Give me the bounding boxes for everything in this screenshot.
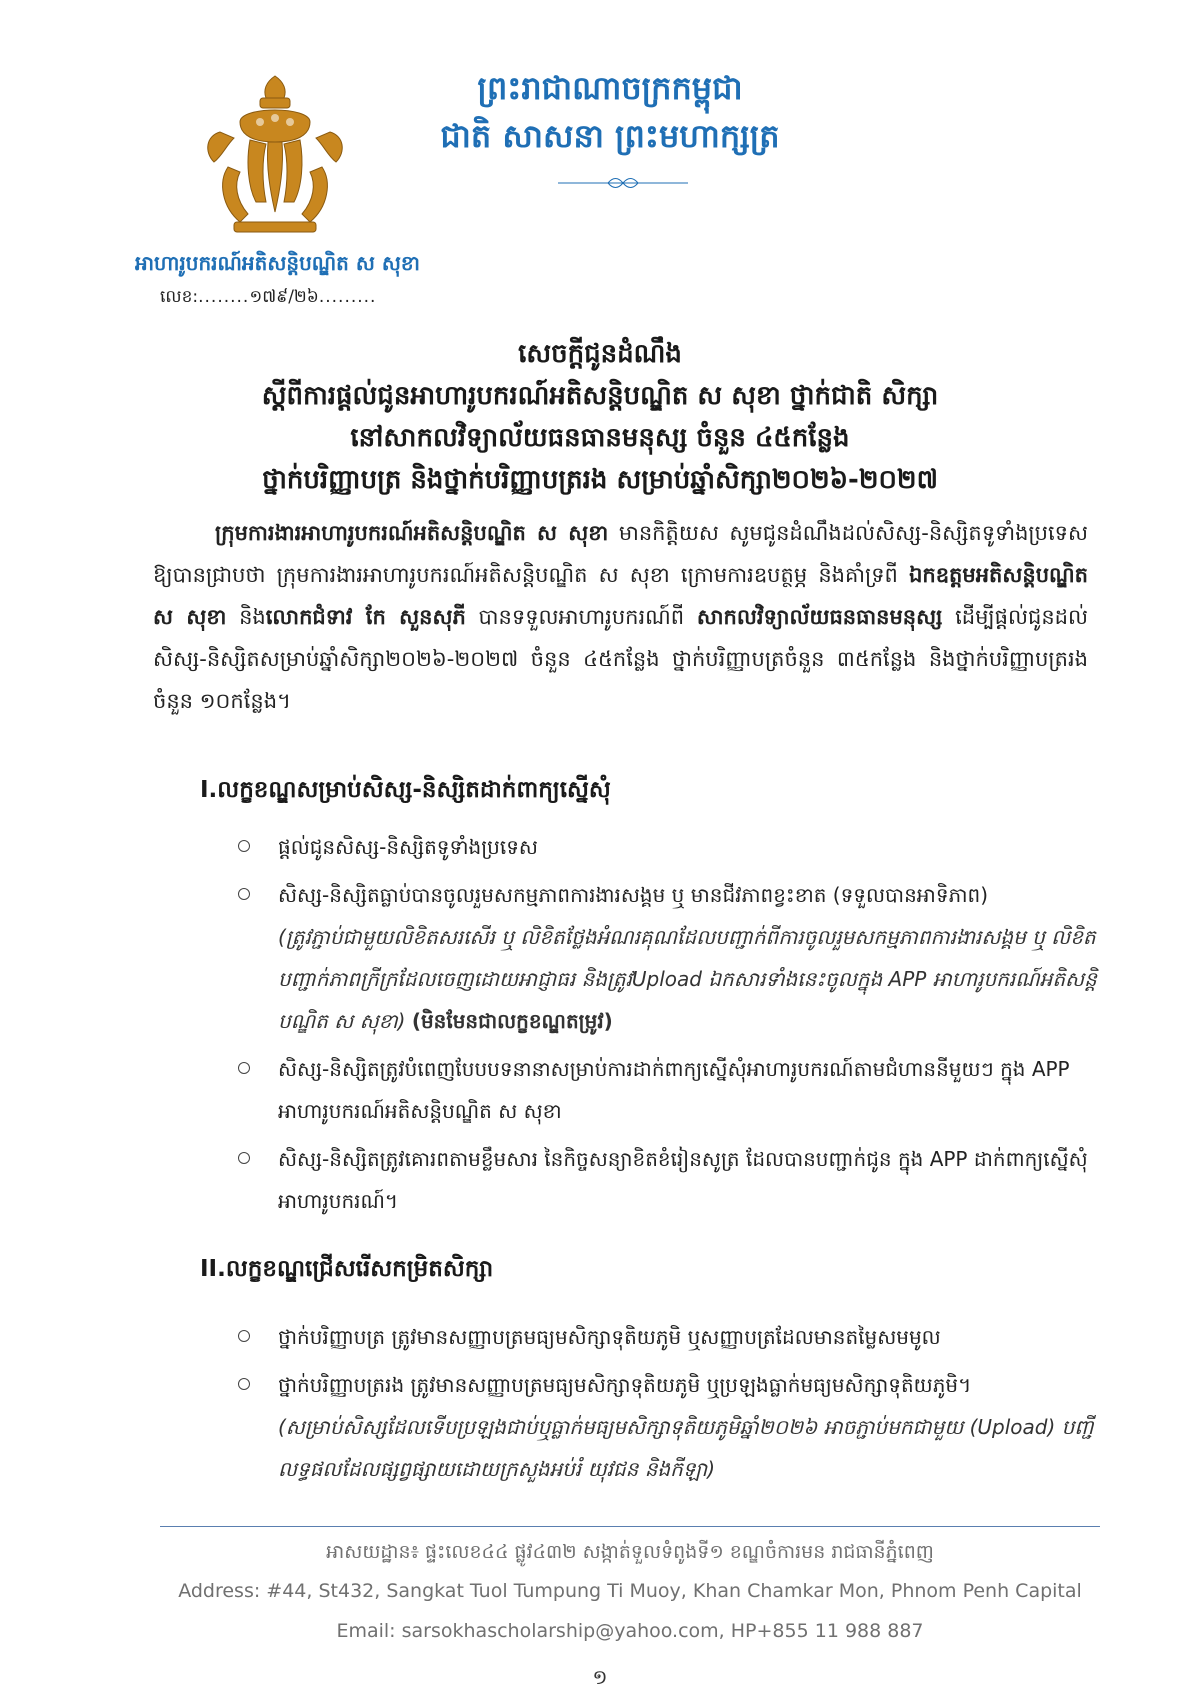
intro-text-3: បានទទួលអាហារូបករណ៍ពី [465,605,697,629]
section-1-list [238,826,1098,1228]
title-line-4: ថ្នាក់បរិញ្ញាបត្រ និងថ្នាក់បរិញ្ញាបត្ររង សម្រាប់ឆ្នាំសិក្សា២០២៦-២០២៧ [262,465,938,495]
section-1-item-2: សិស្ស-និស្សិតធ្លាប់បានចូលរួមសកម្មភាពការងារសង្គម ឬ មានជីវភាពខ្វះខាត (ទទួលបានអាទិភាព) [278,883,989,907]
section-2-heading: II.លក្ខខណ្ឌជ្រើសរើសកម្រិតសិក្សា [200,1256,494,1282]
footer-contact: Email: sarsokhascholarship@yahoo.com, HP+855 11 988 887 [336,1620,924,1642]
bullet-icon [238,1330,250,1342]
section-1-heading: I.លក្ខខណ្ឌសម្រាប់សិស្ស-និស្សិតដាក់ពាក្យស្នើសុំ [200,777,611,803]
bullet-icon [238,1378,250,1390]
bullet-icon [238,1062,250,1074]
section-1-item-2-note-bold: (មិនមែនជាលក្ខខណ្ឌតម្រូវ) [411,1009,613,1033]
list-item [238,1364,1098,1490]
kingdom-line-1: ព្រះរាជាណាចក្រកម្ពុជា [477,69,743,107]
reference-number [160,286,376,311]
intro-sponsor-2: លោកជំទាវ កែ សួនសុភី [265,605,466,629]
intro-text-2: និង [226,605,266,629]
footer-divider [160,1526,1100,1527]
page-number: ១ [592,1665,608,1689]
kingdom-line-2: ជាតិ សាសនា ព្រះមហាក្សត្រ [440,117,780,155]
bullet-icon [238,840,250,852]
section-2-item-2: ថ្នាក់បរិញ្ញាបត្ររង ត្រូវមានសញ្ញាបត្រមធ្យមសិក្សាទុតិយភូមិ ឬប្រឡងធ្លាក់មធ្យមសិក្សាទុតិយភូមិ។ [278,1373,972,1397]
intro-university: សាកលវិទ្យាល័យធនធានមនុស្ស [696,605,943,629]
reference-dots: ........ [198,287,250,307]
section-2-item-1: ថ្នាក់បរិញ្ញាបត្រ ត្រូវមានសញ្ញាបត្រមធ្យមសិក្សាទុតិយភូមិ ឬសញ្ញាបត្រដែលមានតម្លៃសមមូល [278,1325,941,1349]
section-2-list [238,1316,1098,1496]
organization-name: អាហារូបករណ៍អតិសន្តិបណ្ឌិត ស សុខា [135,251,420,275]
list-item [238,1048,1098,1132]
intro-org: ក្រុមការងារអាហារូបករណ៍អតិសន្តិបណ្ឌិត ស សុខា [215,521,609,545]
title-line-2: ស្តីពីការផ្តល់ជូនអាហារូបករណ៍អតិសន្តិបណ្ឌិត ស សុខា ថ្នាក់ជាតិ សិក្សា [261,381,939,411]
list-item [238,874,1098,1042]
title-line-3: នៅសាកលវិទ្យាល័យធនធានមនុស្ស ចំនួន ៤៥កន្លែង [350,423,850,453]
intro-text-1: មានកិត្តិយស សូមជូនដំណឹងដល់សិស្ស-និស្សិតទូទាំងប្រទេស ឱ្យបានជ្រាបថា ក្រុមការងារអាហារូបករណ៍អតិសន្តិបណ្ឌិត ស សុខា ក្រោមការឧបត្ថម្ភ និងគាំទ្រពី [153,521,1088,587]
footer-address-en: Address: #44, St432, Sangkat Tuol Tumpung Ti Muoy, Khan Chamkar Mon, Phnom Penh Capital [178,1580,1082,1602]
section-1-item-2-note [278,916,1098,1042]
bullet-icon [238,888,250,900]
emblem-icon [200,72,350,237]
intro-text-4: ដើម្បីផ្តល់ជូនដល់សិស្ស-និស្សិតសម្រាប់ឆ្នាំសិក្សា២០២៦-២០២៧ ចំនួន ៤៥កន្លែង ថ្នាក់បរិញ្ញាបត្រចំនួន ៣៥កន្លែង និងថ្នាក់បរិញ្ញាបត្ររងចំនួន ១០កន្លែង។ [153,605,1088,713]
section-1-item-2-note-text: (ត្រូវភ្ជាប់ជាមួយលិខិតសរសើរ ឬ លិខិតថ្លែងអំណរគុណដែលបញ្ជាក់ពីការចូលរួមសកម្មភាពការងារសង្គម ឬ លិខិតបញ្ជាក់ភាពក្រីក្រដែលចេញដោយអាជ្ញាធរ និងត្រូវUpload ឯកសារទាំងនេះចូលក្នុង APP អាហារូបករណ៍អតិសន្តិបណ្ឌិត ស សុខា) [278,925,1097,1033]
intro-paragraph [153,512,1088,722]
section-2-item-2-note: (សម្រាប់សិស្សដែលទើបប្រឡងជាប់ឬធ្លាក់មធ្យមសិក្សាទុតិយភូមិឆ្នាំ២០២៦ អាចភ្ជាប់មកជាមួយ (Upload) បញ្ជីលទ្ធផលដែលផ្សព្វផ្សាយដោយក្រសួងអប់រំ យុវជន និងកីឡា) [278,1415,1094,1481]
section-1-item-4: សិស្ស-និស្សិតត្រូវគោរពតាមខ្លឹមសារ នៃកិច្ចសន្យាខិតខំរៀនសូត្រ ដែលបានបញ្ជាក់ជូន ក្នុង APP ដាក់ពាក្យស្នើសុំអាហារូបករណ៍។ [278,1147,1088,1213]
kingdom-header [420,64,800,160]
list-item [238,826,1098,868]
section-1-item-3: សិស្ស-និស្សិតត្រូវបំពេញបែបបទនានាសម្រាប់ការដាក់ពាក្យស្នើសុំអាហារូបករណ៍តាមជំហាននីមួយៗ ក្នុង APP អាហារូបករណ៍អតិសន្តិបណ្ឌិត ស សុខា [278,1057,1070,1123]
list-item [238,1316,1098,1358]
reference-dots-trailing: ......... [318,287,377,307]
section-1-item-1: ផ្តល់ជូនសិស្ស-និស្សិតទូទាំងប្រទេស [278,835,538,859]
reference-label: លេខ: [160,287,199,307]
ornament-divider-icon [558,176,688,190]
title-line-1: សេចក្តីជូនដំណឹង [518,339,682,369]
footer-address-km: អាសយដ្ឋាន៖ ផ្ទះលេខ៤៤ ផ្លូវ៤៣២ សង្កាត់ទួលទំពូងទី១ ខណ្ឌចំការមន រាជធានីភ្នំពេញ [326,1541,934,1563]
bullet-icon [238,1152,250,1164]
intro-sponsor-1: ឯកឧត្តមអតិសន្តិបណ្ឌិត ស សុខា [153,563,1088,629]
notice-title [140,333,1060,501]
list-item [238,1138,1098,1222]
reference-value: ១៧៩/២៦ [249,287,319,307]
